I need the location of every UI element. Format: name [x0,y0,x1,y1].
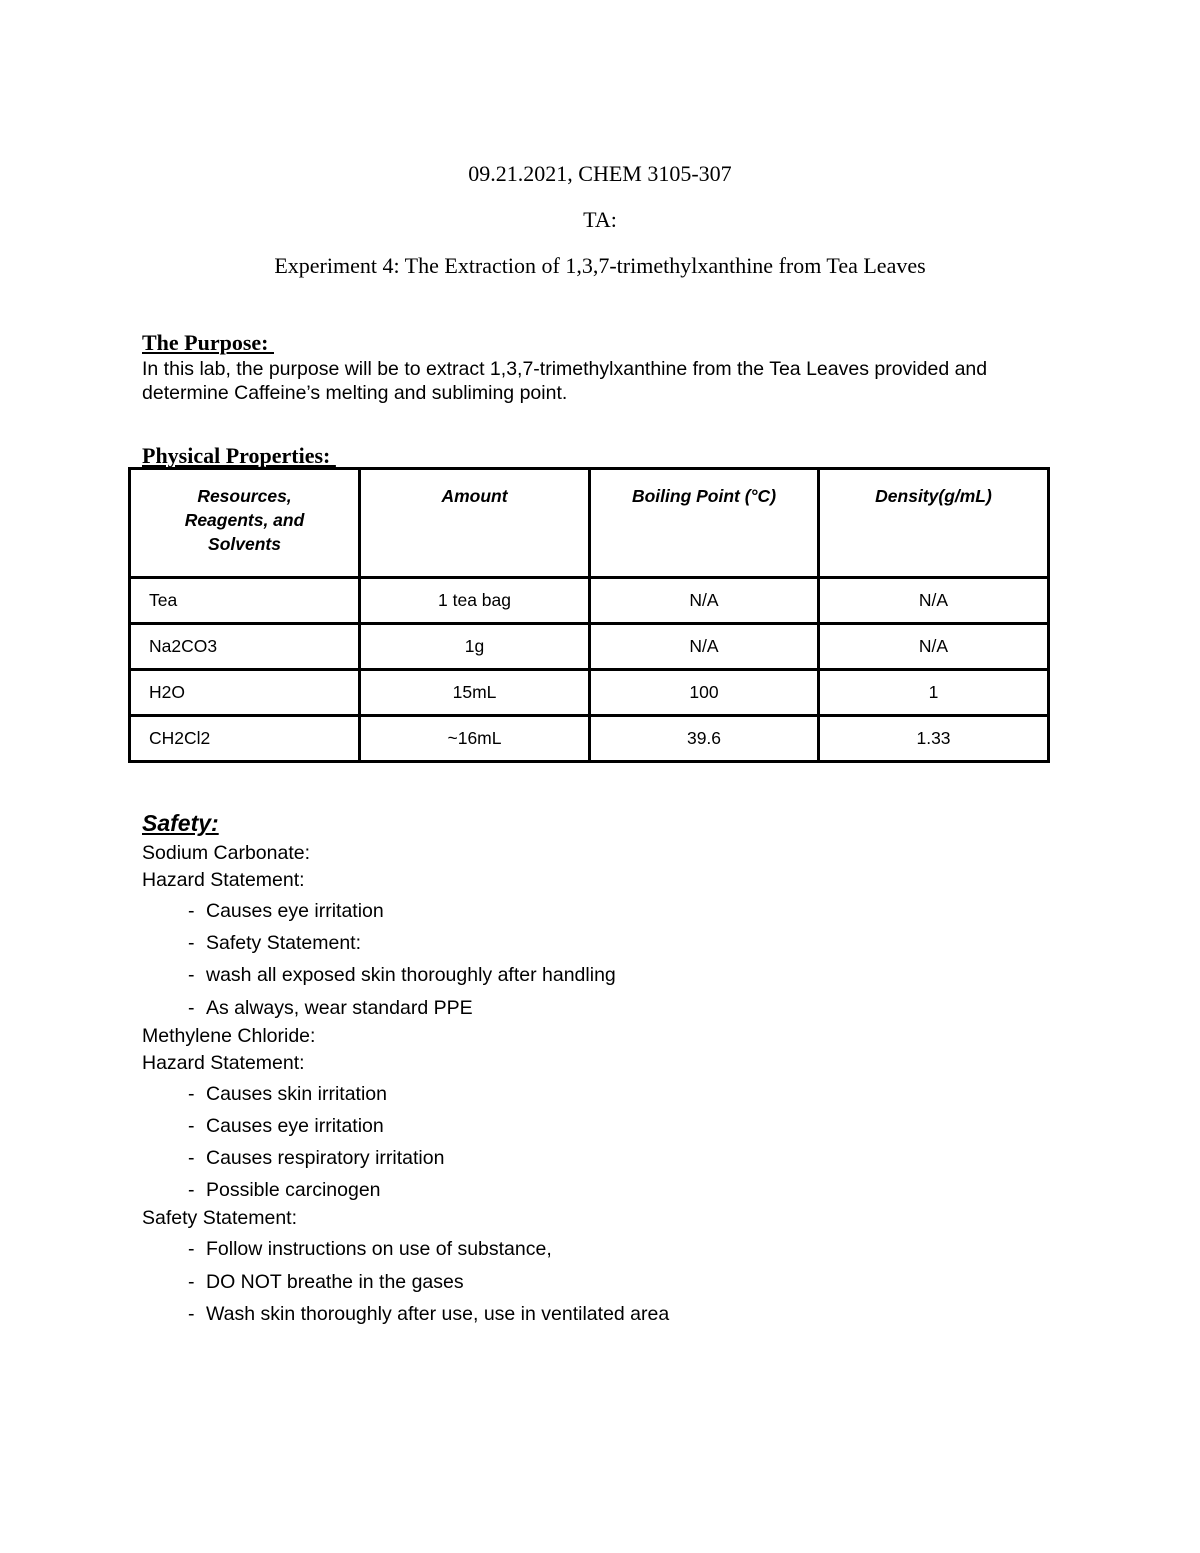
list-item: - Causes eye irritation [188,900,384,922]
table-cell: Na2CO3 [130,624,360,670]
physical-properties-table [128,467,1050,763]
table-cell: N/A [590,578,819,624]
column-header-density: Density(g/mL) [819,469,1049,578]
dash-bullet-icon: - [188,964,195,986]
list-item: - As always, wear standard PPE [188,997,473,1019]
list-item: - Causes skin irritation [188,1083,387,1105]
table-cell: N/A [819,624,1049,670]
list-item: - wash all exposed skin thoroughly after handling [188,964,616,986]
table-cell: ~16mL [360,716,590,762]
experiment-title: Experiment 4: The Extraction of 1,3,7-trimethylxanthine from Tea Leaves [274,253,926,278]
list-item: - Safety Statement: [188,932,362,954]
physical-properties-heading: Physical Properties: [142,443,336,468]
table-cell: Tea [130,578,360,624]
dash-bullet-icon: - [188,1271,195,1293]
ta-line: TA: [583,207,617,232]
dash-bullet-icon: - [188,1179,195,1201]
dash-bullet-icon: - [188,900,195,922]
dash-bullet-icon: - [188,1147,195,1169]
list-item: - Causes respiratory irritation [188,1147,445,1169]
list-item: - Follow instructions on use of substance, [188,1238,552,1260]
dash-bullet-icon: - [188,1238,195,1260]
table-cell: N/A [819,578,1049,624]
column-header-resources: Resources, Reagents, and Solvents [130,469,360,578]
safety-heading: Safety: [142,810,219,836]
table-cell: 15mL [360,670,590,716]
table-cell: 1 tea bag [360,578,590,624]
table-cell: H2O [130,670,360,716]
table-header-row [130,469,1049,578]
dash-bullet-icon: - [188,1083,195,1105]
list-item: - Possible carcinogen [188,1179,381,1201]
table-cell: 1 [819,670,1049,716]
table-cell: CH2Cl2 [130,716,360,762]
table-cell: N/A [590,624,819,670]
table-row [130,670,1049,716]
dash-bullet-icon: - [188,1303,195,1325]
table-cell: 1.33 [819,716,1049,762]
list-item: - DO NOT breathe in the gases [188,1271,464,1293]
date-course-line: 09.21.2021, CHEM 3105-307 [468,161,732,186]
list-item: Safety Statement: [142,1207,298,1229]
table-cell: 1g [360,624,590,670]
list-item: Sodium Carbonate: [142,842,311,864]
column-header-boiling-point: Boiling Point (°C) [590,469,819,578]
table-row [130,716,1049,762]
column-header-amount: Amount [360,469,590,578]
list-item: - Causes eye irritation [188,1115,384,1137]
purpose-heading: The Purpose: [142,330,274,355]
table-cell: 39.6 [590,716,819,762]
table-cell: 100 [590,670,819,716]
dash-bullet-icon: - [188,997,195,1019]
list-item: Methylene Chloride: [142,1025,316,1047]
table-row [130,624,1049,670]
dash-bullet-icon: - [188,1115,195,1137]
list-item: Hazard Statement: [142,1052,305,1074]
table-row [130,578,1049,624]
list-item: Hazard Statement: [142,869,305,891]
list-item: - Wash skin thoroughly after use, use in ventilated area [188,1303,670,1325]
dash-bullet-icon: - [188,932,195,954]
purpose-text: In this lab, the purpose will be to extract 1,3,7-trimethylxanthine from the Tea Leaves provided and determine Caffeine’s melting and subliming point. [142,358,988,404]
